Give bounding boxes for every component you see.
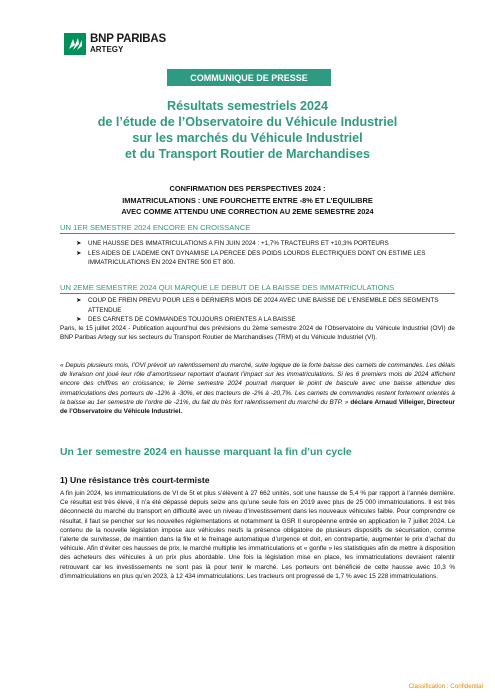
arrow-icon: ➤: [76, 316, 82, 323]
company-logo: [64, 33, 166, 55]
confirm-line: AVEC COMME ATTENDU UNE CORRECTION AU 2EME SEMESTRE 2024: [121, 207, 374, 216]
bullet-item: [76, 239, 456, 249]
bullet-text: DES CARNETS DE COMMANDES TOUJOURS ORIENTES A LA BAISSE: [88, 316, 296, 323]
arrow-icon: ➤: [76, 240, 82, 247]
classification-label: Classification : Confidential: [408, 683, 483, 690]
section-1-bullets: [76, 239, 456, 268]
logo-brand: BNP PARIBAS: [90, 32, 166, 45]
quote-author: déclare Arnaud Villeiger, Directeur de l’Observatoire du Véhicule Industriel.: [60, 398, 455, 416]
logo-sub: ARTEGY: [90, 45, 124, 55]
confirm-line: CONFIRMATION DES PERSPECTIVES 2024 :: [169, 184, 326, 193]
arrow-icon: ➤: [76, 297, 82, 304]
bullet-item: [76, 249, 456, 268]
title-line: de l’étude de l’Observatoire du Véhicule Industriel: [97, 115, 398, 129]
section-heading-2: UN 2EME SEMESTRE 2024 QUI MARQUE LE DEBUT DE LA BAISSE DES IMMATRICULATIONS: [60, 283, 455, 294]
bullet-item: [76, 296, 456, 315]
press-release-banner: COMMUNIQUE DE PRESSE: [167, 69, 331, 86]
main-heading: Un 1er semestre 2024 en hausse marquant la fin d’un cycle: [60, 447, 352, 458]
confirmation-block: [40, 183, 455, 218]
section-heading-1: UN 1ER SEMESTRE 2024 ENCORE EN CROISSANCE: [60, 223, 455, 234]
bullet-text: UNE HAUSSE DES IMMATRICULATIONS A FIN JUIN 2024 : +1,7% TRACTEURS ET +10,3% PORTEURS: [88, 240, 389, 247]
bullet-text: COUP DE FREIN PREVU POUR LES 6 DERNIERS MOIS DE 2024 AVEC UNE BAISSE DE L’ENSEMBLE DES SEGMENTS ATTENDUE: [88, 297, 439, 314]
title-line: et du Transport Routier de Marchandises: [125, 147, 370, 161]
arrow-icon: ➤: [76, 249, 82, 257]
intro-paragraph: Paris, le 15 juillet 2024 - Publication aujourd’hui des prévisions du 2ème semestre 2024 de l’Observatoire du Véhicule Industriel (OVI) de BNP Paribas Artegy sur les secteurs du Transport Routier de Marchandises (TRM) et du Véhicule Industriel (VI).: [60, 325, 455, 342]
quote-paragraph: [60, 361, 455, 416]
stars-logo-icon: [64, 33, 86, 55]
bullet-text: LES AIDES DE L’ADEME ONT DYNAMISE LA PERCEE DES POIDS LOURDS ELECTRIQUES DONT ON ESTIME LES IMMATRICULATIONS EN 2024 ENTRE 500 ET 800.: [88, 249, 426, 266]
quote-text: « Depuis plusieurs mois, l’OVI prévoit un ralentissement du marché, suite logique de la forte baisse des carnets de commandes. Les délais de livraison ont joué leur rôle d’amortisseur reportant d’autant l’impact sur les immatriculations. Si les 6 premiers mois de 2024 affichent encore des chiffres en croissance, le 2ème semestre 2024 pourrait marquer le point de bascule avec une baisse attendue des immatriculations des porteurs de -12% à -30%, et des tracteurs de -2% à -20,7%. Les carnets de commandes restent fortement orientés à la baisse au 1er semestre de l’ordre de -21%, du fait du très fort ralentissement du marché du BTP. »: [60, 362, 455, 406]
document-title: [40, 98, 455, 162]
section-2-bullets: [76, 296, 456, 325]
body-paragraph: A fin juin 2024, les immatriculations de VI de 5t et plus s’élèvent à 27 662 unités, soit une hausse de 5,4 % par rapport à l’année dernière. Ce résultat est très élevé, il n’a été dépassé depuis seize ans qu’une seule fois en 2019 avec plus de 25 000 immatriculations. Il est très déconnecté du marché du transport en difficulté avec un niveau d’investissement dans les nouveaux véhicules faible. Pour comprendre ce résultat, il faut se pencher sur les nouvelles réglementations et notamment la GSR II européenne entrée en application le 7 juillet 2024. Le contenu de la nouvelle législation impose aux véhicules neufs la présence obligatoire de plusieurs dispositifs de sécurisation, comme l’alerte de survitesse, de maintien dans la file et le freinage automatique d’urgence et doit, en contrepartie, augmenter le prix d’achat du véhicule. Afin d’éviter ces hausses de prix, le marché multiplie les immatriculations et « gonfle » les statistiques afin de mettre à disposition des acheteurs des véhicules à un prix plus abordable. Une fois la législation mise en place, les immatriculations devraient ralentir retrouvant car les investissements ne sont pas là pour tenir le marché. Les porteurs ont bénéficié de cette hausse avec 10,3 % d’immatriculations en plus qu’en 2023, à 12 434 immatriculations. Les tracteurs ont progressé de 1,7 % avec 15 228 immatriculations.: [60, 490, 455, 580]
title-line: Résultats semestriels 2024: [166, 99, 329, 113]
confirm-line: IMMATRICULATIONS : UNE FOURCHETTE ENTRE -8% ET L’EQUILIBRE: [122, 195, 373, 205]
title-line: sur les marchés du Véhicule Industriel: [132, 131, 363, 145]
sub-heading: 1) Une résistance très court-termiste: [60, 475, 210, 485]
